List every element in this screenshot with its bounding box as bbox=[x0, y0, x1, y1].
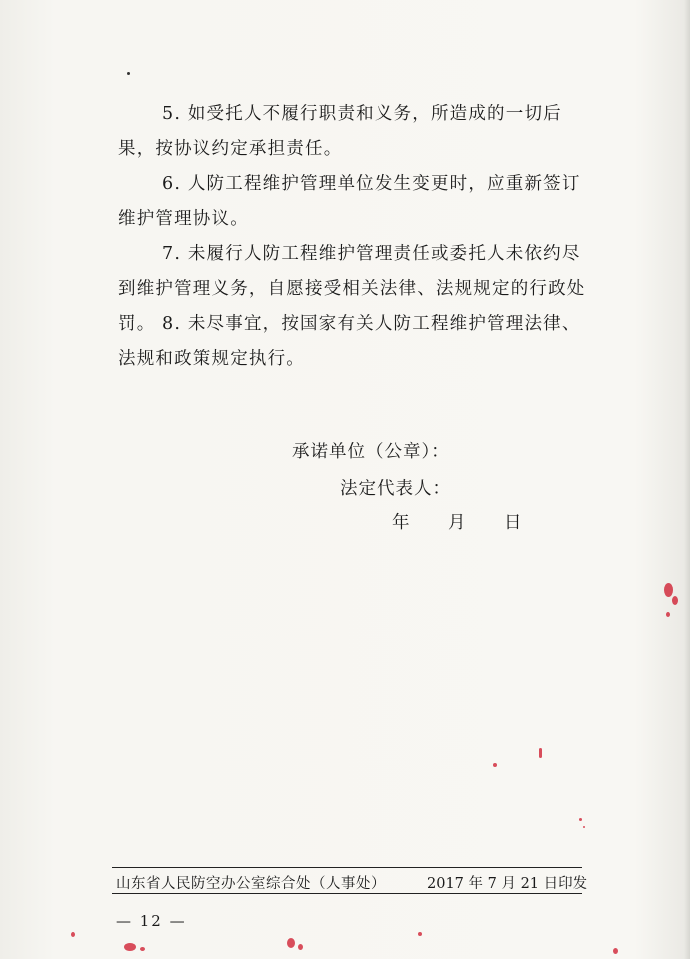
date-year-label: 年 bbox=[392, 513, 410, 533]
footer-issue-date: 2017 年 7 月 21 日印发 bbox=[427, 876, 588, 892]
footer-rule-bottom bbox=[112, 893, 582, 894]
signature-representative-label: 法定代表人： bbox=[340, 479, 451, 499]
clause-6: 6. 人防工程维护管理单位发生变更时，应重新签订维护管理协议。 bbox=[118, 174, 581, 229]
speck bbox=[127, 72, 130, 75]
clause-8: 8. 未尽事宜，按国家有关人防工程维护管理法律、法规和政策规定执行。 bbox=[118, 314, 581, 369]
clause-7: 7. 未履行人防工程维护管理责任或委托人未依约尽到维护管理义务，自愿接受相关法律、法规规定的行政处罚。 bbox=[118, 244, 586, 334]
clause-5: 5. 如受托人不履行职责和义务，所造成的一切后果，按协议约定承担责任。 bbox=[118, 104, 562, 159]
signature-unit-label: 承诺单位（公章）： bbox=[292, 442, 450, 462]
date-day-label: 日 bbox=[504, 513, 522, 533]
page-number: — 12 — bbox=[116, 912, 187, 930]
date-month-label: 月 bbox=[448, 513, 466, 533]
footer-issuer: 山东省人民防空办公室综合处（人事处） bbox=[116, 876, 386, 892]
footer-rule-top bbox=[112, 867, 582, 868]
page-edge-shadow bbox=[684, 0, 690, 959]
